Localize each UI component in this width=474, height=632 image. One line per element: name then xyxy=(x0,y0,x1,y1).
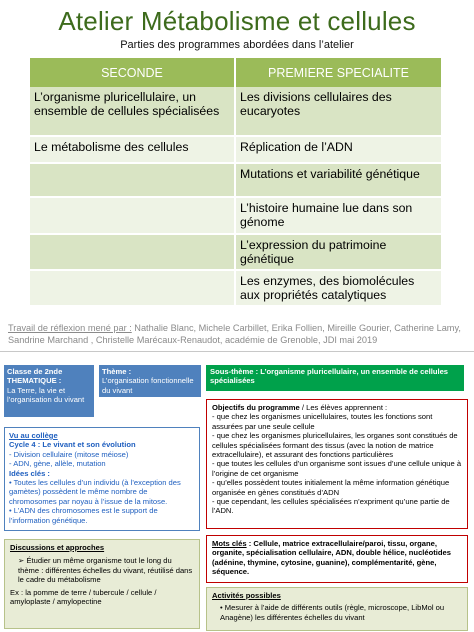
college-title: Vu au collège xyxy=(9,431,58,440)
table-cell xyxy=(30,234,235,270)
table-cell xyxy=(30,270,235,306)
table-row xyxy=(30,136,441,163)
table-cell: Les divisions cellulaires des eucaryotes xyxy=(235,87,441,136)
idea-item: • Toutes les cellules d’un individu (à l’exception des gamètes) possèdent le même nombre de chromosomes par noyau à l’issue de la mitose. xyxy=(9,478,181,506)
table-row xyxy=(30,270,441,306)
table-cell: L’organisme pluricellulaire, un ensemble de cellules spécialisées xyxy=(30,87,235,136)
discussion-box xyxy=(4,539,200,629)
bullet-icon: • xyxy=(220,603,225,613)
table-row xyxy=(30,87,441,136)
class-label: Classe de 2nde xyxy=(7,367,63,376)
activites-box xyxy=(206,587,468,631)
table-cell: Le métabolisme des cellules xyxy=(30,136,235,163)
table-header-row xyxy=(30,58,441,87)
objectif-item: - que chez les organismes pluricellulaires, les organes sont constitués de cellules spécialisées formant des tissus (avec la notion de matrice extracellulaire), et assurant des fonctions particulières xyxy=(212,431,458,460)
theme-header-box xyxy=(99,365,201,397)
programme-table xyxy=(30,58,441,307)
objectif-item: - que toutes les cellules d’un organisme sont issues d’une cellule unique à l’origine de cet organisme xyxy=(212,459,462,478)
credits xyxy=(8,322,468,346)
table-cell: L’expression du patrimoine génétique xyxy=(235,234,441,270)
objectif-item: - que chez les organismes unicellulaires, toutes les fonctions sont assurées par une seule cellule xyxy=(212,412,433,431)
activite-bullet: • Mesurer à l’aide de différents outils (règle, microscope, LibMol ou Anagène) les différentes échelles du vivant xyxy=(220,603,445,622)
objectifs-box xyxy=(206,399,468,529)
table-cell xyxy=(30,163,235,197)
divider xyxy=(0,351,474,352)
motscles-box xyxy=(206,535,468,583)
table-row xyxy=(30,163,441,197)
column-header-premiere: PREMIERE SPECIALITE xyxy=(235,58,441,87)
bullet-icon: ➢ xyxy=(18,556,27,566)
college-box xyxy=(4,427,200,531)
page-subtitle: Parties des programmes abordées dans l’atelier xyxy=(120,39,354,51)
table-cell: Mutations et variabilité génétique xyxy=(235,163,441,197)
objectif-item: - que cependant, les cellules spécialisées n’expriment qu’une partie de l’ADN. xyxy=(212,497,450,516)
credits-text: Nathalie Blanc, Michele Carbillet, Erika Follien, Mireille Gourier, Catherine Lamy, Sandrine Marchand , Christelle Marécaux-Renaudot, académie de Grenoble, JDI mai 2019 xyxy=(8,323,461,345)
class-header-box xyxy=(4,365,94,417)
objectifs-intro: / Les élèves apprennent : xyxy=(299,403,388,412)
table-cell: Les enzymes, des biomolécules aux propriétés catalytiques xyxy=(235,270,441,306)
theme-label: Thème : xyxy=(102,367,132,376)
theme-text: L’organisation fonctionnelle du vivant xyxy=(102,376,194,395)
college-line: - ADN, gène, allèle, mutation xyxy=(9,459,106,469)
discussion-example: Ex : la pomme de terre / tubercule / cellule / amyloplaste / amylopectine xyxy=(10,587,157,607)
column-header-seconde: SECONDE xyxy=(30,58,235,87)
subtheme-label: Sous-thème : xyxy=(210,367,259,376)
college-cycle: Cycle 4 : Le vivant et son évolution xyxy=(9,440,136,450)
table-cell: Réplication de l’ADN xyxy=(235,136,441,163)
table-row xyxy=(30,197,441,234)
discussion-title: Discussions et approches xyxy=(10,543,105,552)
table-cell: L’histoire humaine lue dans son génome xyxy=(235,197,441,234)
ideas-title: Idées clés : xyxy=(9,468,50,478)
table-row xyxy=(30,234,441,270)
thematique-label: THEMATIQUE : xyxy=(7,376,62,386)
motscles-title: Mots clés xyxy=(212,539,247,548)
table-cell xyxy=(30,197,235,234)
subtheme-header-box xyxy=(206,365,464,391)
objectif-item: - qu’elles possèdent toutes initialement la même information génétique organisée en gènes constitués d’ADN xyxy=(212,478,450,497)
thematique-text: La Terre, la vie et l’organisation du vivant xyxy=(7,385,85,405)
motscles-text: : Cellule, matrice extracellulaire/paroi, tissu, organe, organite, spécialisation cellulaire, ADN, double hélice, nucléotides (adénine, thymine, cytosine, guanine), complémentarité, gène, séquence. xyxy=(212,539,451,577)
discussion-bullet: ➢ Étudier un même organisme tout le long du thème : différentes échelles du vivant, réutilisé dans le cadre du métabolisme xyxy=(18,556,193,585)
subtheme-text: L’organisme pluricellulaire, un ensemble de cellules spécialisées xyxy=(210,367,449,386)
page-title: Atelier Métabolisme et cellules xyxy=(58,6,416,36)
activites-title: Activités possibles xyxy=(212,591,281,600)
credits-lead: Travail de réflexion mené par : xyxy=(8,323,132,333)
idea-item: • L’ADN des chromosomes est le support de l’information génétique. xyxy=(9,506,158,525)
objectifs-title: Objectifs du programme xyxy=(212,403,300,412)
college-line: - Division cellulaire (mitose méiose) xyxy=(9,449,129,459)
